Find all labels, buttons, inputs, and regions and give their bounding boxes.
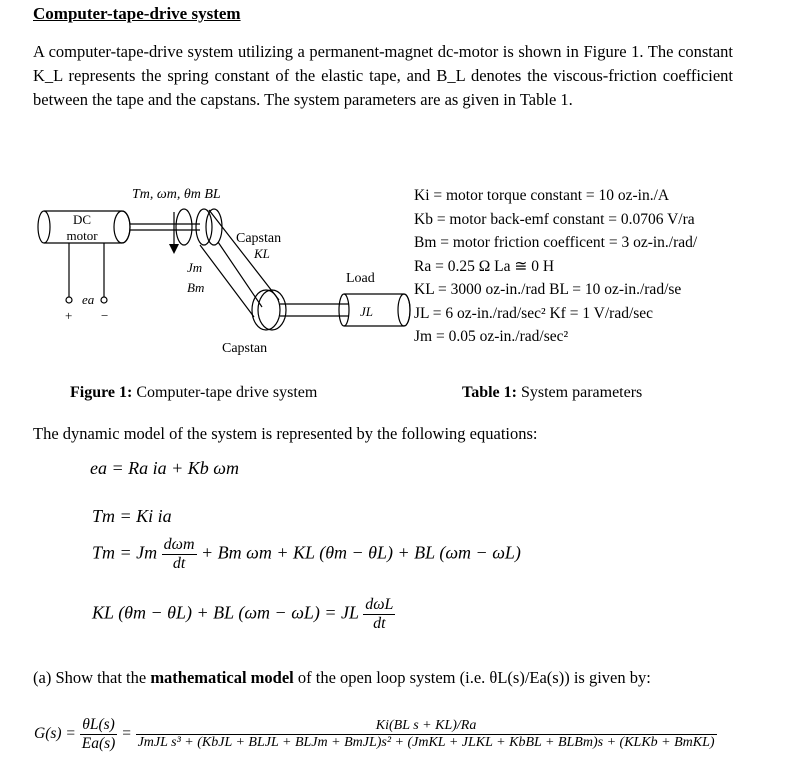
figure-caption: Figure 1: Computer-tape drive system: [70, 384, 318, 401]
minus-label: −: [101, 308, 109, 323]
inertia-disc: [176, 209, 192, 245]
capstan-disc-2: [206, 209, 222, 245]
plus-label: +: [65, 308, 73, 323]
bottom-capstan: [252, 290, 280, 330]
dc-label: DC: [72, 212, 92, 227]
tape-drive-diagram: [4, 172, 414, 367]
top-vars-label: Tm, ωm, θm BL: [132, 187, 221, 202]
equation-4: KL (θm − θL) + BL (ωm − ωL) = JL $\frac{\text{dωL}}{dt}$: [92, 596, 394, 632]
page-title: Computer-tape-drive system: [33, 4, 241, 23]
capstan-top-label: Capstan: [236, 231, 282, 246]
ea-label: ea: [82, 292, 95, 307]
jm-label: Jm: [187, 260, 203, 275]
param-row: Jm = 0.05 oz-in./rad/sec²: [414, 328, 569, 345]
param-row: Ra = 0.25 Ω La ≅ 0 H: [414, 257, 555, 275]
kl-label: KL: [254, 246, 270, 261]
equation-3: Tm = Jm $\frac{\text{dωm}}{dt}$ + Bm ωm + KL (θm − θL) + BL (ωm − ωL): [92, 536, 521, 572]
table-caption: Table 1: System parameters: [462, 384, 643, 401]
equation-2: Tm = Ki ia: [92, 506, 172, 526]
param-row: Bm = motor friction coefficent = 3 oz-in./rad/: [414, 234, 698, 251]
capstan-disc-1: [196, 209, 212, 245]
motor-end-cap: [38, 211, 50, 243]
capstan-bottom-label: Capstan: [222, 341, 268, 356]
motor-label: motor: [66, 228, 98, 243]
part-a-question: (a) Show that the mathematical model of the open loop system (i.e. θL(s)/Ea(s)) is given by:: [33, 668, 651, 687]
intro-paragraph: A computer-tape-drive system utilizing a permanent-magnet dc-motor is shown in Figure 1. The constant K_L represents the spring constant of the elastic tape, and B_L denotes the viscous-friction coefficient between the tape and the capstans. The system parameters are as given in Table 1.: [33, 42, 733, 109]
param-row: JL = 6 oz-in./rad/sec² Kf = 1 V/rad/sec: [414, 304, 654, 322]
param-row: KL = 3000 oz-in./rad BL = 10 oz-in./rad/se: [414, 281, 682, 298]
jl-label: JL: [360, 304, 373, 319]
param-row: Ki = motor torque constant = 10 oz-in./A: [414, 187, 670, 204]
transfer-function: G(s) = $\frac{\theta L(s)}{Ea(s)}$ = Ki(BL s + KL)/Ra JmJL s³ + (KbJL + BLJL + BLJm + BmJL)s² + (JmKL + JLKL + KbBL + BLBm)s + (KLKb + BmKL): [34, 716, 715, 752]
load-label: Load: [346, 271, 375, 286]
param-row: Kb = motor back-emf constant = 0.0706 V/ra: [414, 210, 695, 228]
dynamic-model-intro: The dynamic model of the system is represented by the following equations:: [33, 424, 538, 443]
equation-1: ea = Ra ia + Kb ωm: [90, 458, 239, 478]
parameter-table: [414, 184, 787, 349]
bm-label: Bm: [187, 280, 205, 295]
